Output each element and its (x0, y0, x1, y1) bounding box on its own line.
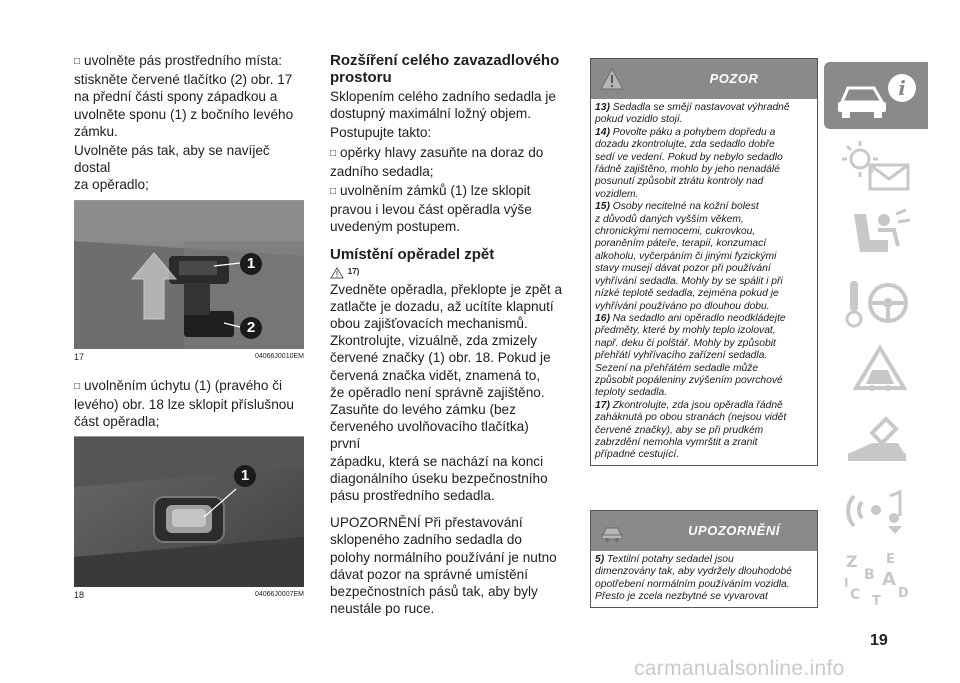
paragraph-caution: UPOZORNĚNÍ Při přestavování sklopeného zadního sedadla do polohy normálního používání je nutno dávat pozor na správné umístění bezpečnostních pásů tak, aby byly neustále po ruce. (330, 515, 557, 617)
chapter-sidebar (824, 62, 928, 614)
car-info-icon (828, 68, 924, 124)
svg-text:i: i (898, 75, 906, 100)
index-letter: D (898, 585, 909, 601)
pozor-item-13: 13) Sedadla se smějí nastavovat výhradně pokud vozidlo stojí. (595, 102, 790, 126)
multimedia-icon (836, 482, 916, 538)
warning-triangle-icon (599, 67, 625, 91)
pozor-header (591, 59, 817, 99)
paragraph-reposition: Zvedněte opěradla, překlopte je zpět a zatlačte je dozadu, až ucítíte klapnutí obou zajišťovacích mechanismů. Zkontrolujte, vizuálně, zda zmizely červené značky (1) obr. 18. Pokud je červená značka vidět, znamená to, že opěradlo není správně zajištěno. Zasuňte do levého zámku (bez červeného uvolňovacího tlačítka) první západku, která se nachází na konci diagonálního úseku bezpečnostního pásu prostředního sedadla. (330, 281, 563, 504)
emergency-icon (836, 344, 916, 400)
reference-number: 17) (347, 266, 360, 276)
upozorneni-body (591, 551, 817, 607)
upozorneni-title: UPOZORNĚNÍ (688, 523, 780, 538)
sidebar-item-starting-driving[interactable] (824, 269, 928, 336)
sidebar-item-seats-safety[interactable] (824, 200, 928, 267)
sidebar-item-maintenance[interactable] (824, 407, 928, 474)
index-letter: Z (846, 551, 858, 571)
bullet-release-locks: □ uvolněním zámků (1) lze sklopit pravou i levou část opěradla výše uvedeným postupem. (330, 182, 562, 236)
warning-lights-icon (836, 137, 916, 193)
pozor-item-14: 14) Povolte páku a pohybem dopředu a dozadu zkontrolujte, zda sedadlo dobře sedí ve vedení. Pokud by nebylo sedadlo řádně zajištěno, mohlo by jeho nenadálé posunutí způsobit ztrátu kontroly nad vozidlem. (595, 126, 783, 200)
figure-18 (74, 436, 304, 601)
section-heading-extend-trunk: Rozšíření celého zavazadlového prostoru (330, 52, 560, 86)
sidebar-item-multimedia[interactable] (824, 476, 928, 543)
sidebar-item-index[interactable] (824, 545, 928, 612)
figure-code: 04066J0007EM (254, 591, 304, 599)
index-letter: C (850, 586, 861, 603)
watermark: carmanualsonline.info (634, 657, 845, 680)
pozor-item-15: 15) Osoby necitelné na kožní bolest z důvodů daných vyšším věkem, chronickými nemocemi, cukrovkou, poraněním páteře, terapií, konzumací alkoholu, vyčerpáním či jinými fyzickými stavy musejí dávat pozor při používání vyhřívání sedadla. Mohly by se spálit i při nízké teplotě sedadla, zejména pokud je vyhřívání používáno po dlouhou dobu. (595, 201, 783, 312)
seat-airbag-icon (836, 206, 916, 262)
middle-column (330, 52, 562, 619)
figure-number: 18 (74, 590, 85, 601)
paragraph-procedure: Postupujte takto: (330, 125, 432, 141)
figure-number: 17 (74, 351, 85, 362)
figure-18-caption (74, 587, 304, 601)
paragraph-intro: Sklopením celého zadního sedadla je dostupný maximální ložný objem. (330, 89, 556, 122)
index-letter: E (886, 551, 895, 567)
pozor-body (591, 99, 817, 465)
paragraph-release-belt: □ uvolněte pás prostředního místa: stiskněte červené tlačítko (2) obr. 17 na přední části spony západkou a uvolněte sponu (1) z bočního levého zámku. (74, 52, 304, 140)
pozor-item-17: 17) Zkontrolujte, zda jsou opěradla řádně zaháknutá po obou stranách (nejsou vidět červené značky), aby se při prudkém zabrzdění nemohla vymrštit a zranit případné cestující. (595, 399, 787, 461)
starting-driving-icon (836, 275, 916, 331)
figure-17 (74, 200, 304, 363)
reference-marker (330, 265, 562, 281)
sidebar-item-emergency[interactable] (824, 338, 928, 405)
figure-17-caption (74, 349, 304, 363)
index-letter: I (844, 575, 849, 590)
paragraph-fold-backrest: □ uvolněním úchytu (1) (pravého či levého) obr. 18 lze sklopit příslušnou část opěradla; (74, 377, 304, 431)
backrest-release-illustration (74, 437, 304, 587)
index-letter: T (872, 593, 881, 609)
section-heading-reposition: Umístění opěradel zpět (330, 245, 495, 263)
index-icon (836, 549, 916, 609)
index-letter: A (882, 568, 896, 590)
callout-2: 2 (240, 317, 262, 339)
figure-code: 04066J0010EM (254, 352, 304, 360)
sidebar-item-car-info[interactable] (824, 62, 928, 129)
upozorneni-header (591, 511, 817, 551)
car-notice-icon (599, 519, 625, 543)
figure-17-photo (74, 201, 304, 349)
warning-triangle-icon (330, 267, 344, 282)
figure-18-photo (74, 437, 304, 587)
left-column (74, 52, 304, 601)
seat-belt-buckle-illustration (74, 201, 304, 349)
pozor-item-16: 16) Na sedadlo ani opěradlo neodkládejte předměty, které by mohly teplo izolovat, např. deku či polštář. Mohly by způsobit přehřátí vyhřívacího zařízení sedadla. Sezení na přehřátém sedadle může způsobit popáleniny zvýšením povrchové teploty sedadla. (595, 312, 786, 399)
bullet-headrests: □ opěrky hlavy zasuňte na doraz do zadního sedadla; (330, 144, 562, 180)
page-number: 19 (870, 632, 888, 649)
sidebar-item-warning-lights[interactable] (824, 131, 928, 198)
upozorneni-notice-box (590, 510, 818, 608)
pozor-title: POZOR (709, 71, 759, 86)
index-letter: B (864, 566, 875, 583)
paragraph-release-belt-2: Uvolněte pás tak, aby se navíječ dostal za opěradlo; (74, 143, 270, 193)
upozorneni-item-5: 5) Textilní potahy sedadel jsou dimenzovány tak, aby vydržely dlouhodobé opotřebení normálním používáním vozidla. Přesto je zcela nezbytné se vyvarovat (595, 554, 792, 603)
maintenance-icon (836, 413, 916, 469)
callout-1: 1 (234, 465, 256, 487)
callout-1: 1 (240, 253, 262, 275)
pozor-warning-box (590, 58, 818, 466)
